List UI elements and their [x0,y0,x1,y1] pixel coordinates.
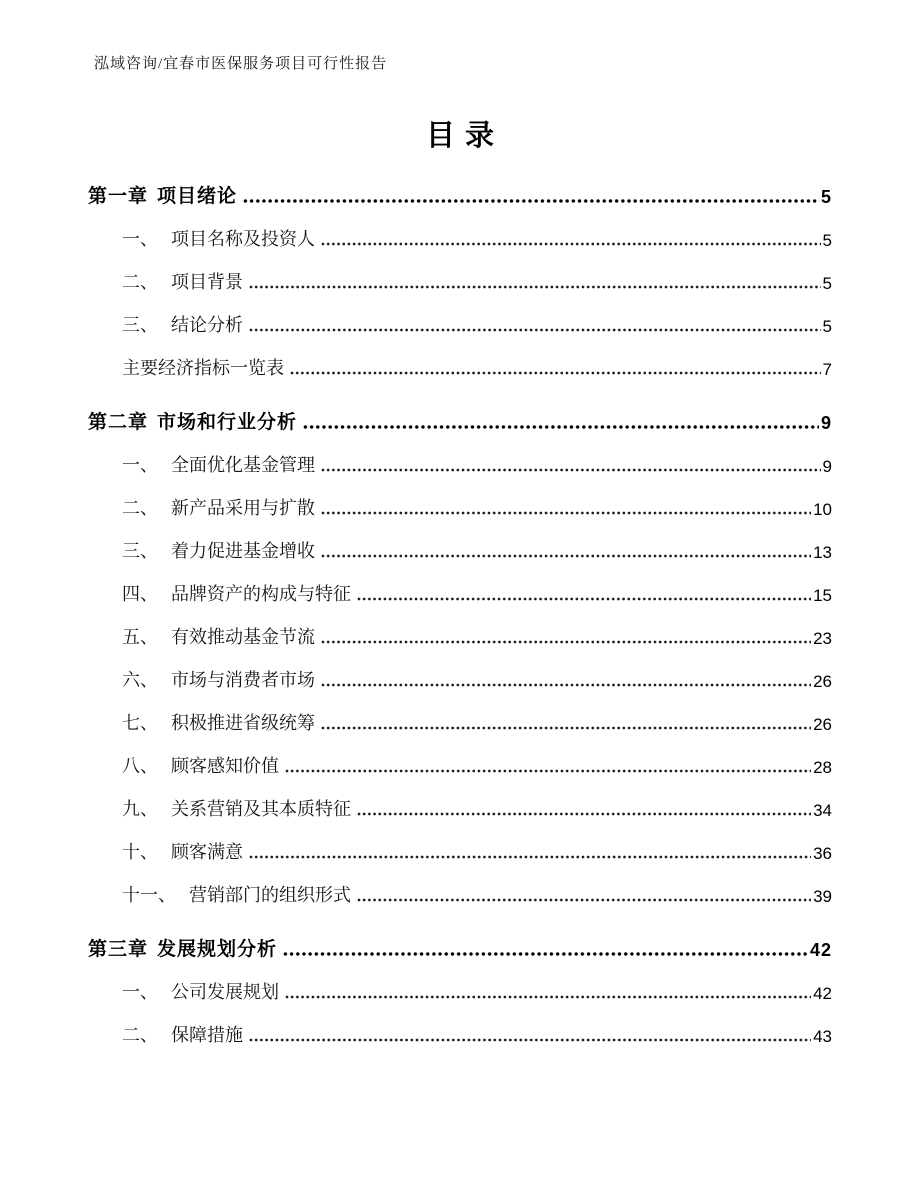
toc-entry-page-number: 5 [822,231,832,250]
toc-entry-page-number: 36 [813,844,832,863]
toc-entry-label: 新产品采用与扩散 [171,498,315,518]
toc-entry[interactable] [88,178,832,208]
dot-leader [303,423,819,431]
toc-entry-page-number: 9 [822,457,832,476]
toc-entry-page-number: 42 [813,984,832,1003]
toc-entry-label: 项目名称及投资人 [171,229,315,249]
toc-entry-label: 顾客感知价值 [171,756,279,776]
toc-entry-label: 顾客满意 [171,842,243,862]
toc-entry-label: 市场与消费者市场 [171,670,315,690]
toc-entry-number: 七、 [122,713,158,733]
toc-entry-page-number: 28 [813,758,832,777]
table-of-contents [88,178,832,1047]
toc-entry[interactable] [88,477,832,520]
toc-entry-number: 六、 [122,670,158,690]
toc-entry-number: 二、 [122,1025,158,1045]
toc-entry-number: 一、 [122,982,158,1002]
dot-leader [357,810,811,818]
dot-leader [290,369,821,377]
toc-entry-page-number: 39 [813,887,832,906]
dot-leader [321,552,811,560]
dot-leader [285,993,811,1001]
toc-entry-page-number: 9 [820,413,832,433]
toc-entry-label: 营销部门的组织形式 [189,885,351,905]
toc-entry-number: 二、 [122,498,158,518]
toc-entry-page-number: 23 [813,629,832,648]
toc-entry-page-number: 7 [822,360,832,379]
toc-entry[interactable] [88,294,832,337]
toc-entry-label: 发展规划分析 [157,939,278,960]
dot-leader [321,509,811,517]
toc-entry-page-number: 26 [813,672,832,691]
toc-entry-page-number: 42 [809,940,832,960]
toc-entry-label: 品牌资产的构成与特征 [171,584,351,604]
toc-entry-label: 积极推进省级统筹 [171,713,315,733]
document-header: 泓域咨询/宜春市医保服务项目可行性报告 [94,56,388,72]
toc-entry-label: 市场和行业分析 [157,412,298,433]
toc-entry-page-number: 5 [820,187,832,207]
toc-entry-number: 一、 [122,455,158,475]
toc-entry-label: 有效推动基金节流 [171,627,315,647]
dot-leader [357,896,811,904]
toc-entry-label: 项目绪论 [157,186,238,207]
toc-entry[interactable] [88,649,832,692]
toc-entry-number: 三、 [122,541,158,561]
dot-leader [321,466,821,474]
toc-entry[interactable] [88,1004,832,1047]
dot-leader [357,595,811,603]
toc-entry[interactable] [88,563,832,606]
toc-entry[interactable] [88,337,832,380]
toc-entry-label: 保障措施 [171,1025,243,1045]
toc-entry-number: 第二章 [88,412,149,433]
toc-entry-page-number: 5 [822,317,832,336]
toc-entry-label: 主要经济指标一览表 [122,358,284,378]
page-title: 目录 [425,120,504,152]
dot-leader [249,853,811,861]
toc-entry[interactable] [88,251,832,294]
toc-entry-label: 全面优化基金管理 [171,455,315,475]
toc-entry-number: 第一章 [88,186,149,207]
dot-leader [321,681,811,689]
dot-leader [285,767,811,775]
dot-leader [249,283,821,291]
dot-leader [321,638,811,646]
toc-entry[interactable] [88,692,832,735]
toc-entry-page-number: 15 [813,586,832,605]
toc-entry-page-number: 10 [813,500,832,519]
dot-leader [249,1036,811,1044]
toc-entry[interactable] [88,931,832,961]
toc-entry[interactable] [88,208,832,251]
toc-entry-label: 关系营销及其本质特征 [171,799,351,819]
toc-entry[interactable] [88,864,832,907]
toc-entry-number: 十、 [122,842,158,862]
toc-entry[interactable] [88,404,832,434]
toc-entry-page-number: 13 [813,543,832,562]
toc-entry-page-number: 43 [813,1027,832,1046]
toc-entry-page-number: 5 [822,274,832,293]
toc-entry[interactable] [88,821,832,864]
toc-entry-number: 三、 [122,315,158,335]
dot-leader [283,950,808,958]
toc-entry[interactable] [88,434,832,477]
toc-entry[interactable] [88,606,832,649]
toc-entry-number: 十一、 [122,885,176,905]
dot-leader [249,326,821,334]
toc-entry-label: 着力促进基金增收 [171,541,315,561]
toc-entry-page-number: 34 [813,801,832,820]
toc-entry[interactable] [88,735,832,778]
dot-leader [321,240,821,248]
toc-entry-number: 四、 [122,584,158,604]
toc-entry[interactable] [88,520,832,563]
toc-entry-number: 五、 [122,627,158,647]
dot-leader [243,197,819,205]
toc-entry-label: 项目背景 [171,272,243,292]
dot-leader [321,724,811,732]
toc-entry-number: 八、 [122,756,158,776]
toc-entry-number: 一、 [122,229,158,249]
toc-entry-number: 九、 [122,799,158,819]
toc-entry-label: 公司发展规划 [171,982,279,1002]
toc-entry-number: 二、 [122,272,158,292]
toc-entry-number: 第三章 [88,939,149,960]
toc-entry-page-number: 26 [813,715,832,734]
toc-entry[interactable] [88,778,832,821]
toc-entry[interactable] [88,961,832,1004]
toc-entry-label: 结论分析 [171,315,243,335]
